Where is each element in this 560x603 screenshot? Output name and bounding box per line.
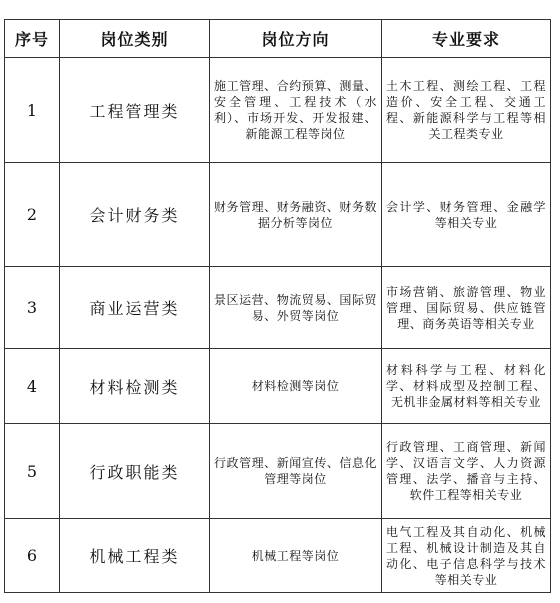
table-row [5, 58, 551, 163]
table-row [5, 163, 551, 267]
row-number: 1 [5, 58, 60, 163]
row-direction: 财务管理、财务融资、财务数据分析等岗位 [210, 163, 382, 267]
row-number: 4 [5, 349, 60, 424]
header-position-direction: 岗位方向 [210, 20, 382, 58]
row-requirement: 会计学、财务管理、金融学等相关专业 [382, 163, 551, 267]
row-number: 3 [5, 267, 60, 349]
header-position-category: 岗位类别 [60, 20, 210, 58]
row-number: 2 [5, 163, 60, 267]
row-requirement: 土木工程、测绘工程、工程造价、安全工程、交通工程、新能源科学与工程等相关工程类专业 [382, 58, 551, 163]
row-requirement: 行政管理、工商管理、新闻学、汉语言文学、人力资源管理、法学、播音与主持、软件工程等相关专业 [382, 424, 551, 519]
row-number: 5 [5, 424, 60, 519]
table-row [5, 519, 551, 593]
row-category: 工程管理类 [60, 58, 210, 163]
row-direction: 施工管理、合约预算、测量、安全管理、工程技术（水利）、市场开发、开发报建、新能源工程等岗位 [210, 58, 382, 163]
header-serial-number: 序号 [5, 20, 60, 58]
table-row [5, 349, 551, 424]
row-category: 材料检测类 [60, 349, 210, 424]
row-requirement: 电气工程及其自动化、机械工程、机械设计制造及其自动化、电子信息科学与技术等相关专业 [382, 519, 551, 593]
row-category: 会计财务类 [60, 163, 210, 267]
table-row [5, 424, 551, 519]
row-number: 6 [5, 519, 60, 593]
row-category: 行政职能类 [60, 424, 210, 519]
header-major-requirement: 专业要求 [382, 20, 551, 58]
row-direction: 景区运营、物流贸易、国际贸易、外贸等岗位 [210, 267, 382, 349]
row-requirement: 材料科学与工程、材料化学、材料成型及控制工程、无机非金属材料等相关专业 [382, 349, 551, 424]
recruitment-table-container [4, 19, 551, 593]
row-category: 商业运营类 [60, 267, 210, 349]
row-direction: 材料检测等岗位 [210, 349, 382, 424]
row-direction: 行政管理、新闻宣传、信息化管理等岗位 [210, 424, 382, 519]
row-requirement: 市场营销、旅游管理、物业管理、国际贸易、供应链管理、商务英语等相关专业 [382, 267, 551, 349]
row-direction: 机械工程等岗位 [210, 519, 382, 593]
recruitment-table [4, 19, 551, 593]
header-row [5, 20, 551, 58]
row-category: 机械工程类 [60, 519, 210, 593]
table-row [5, 267, 551, 349]
